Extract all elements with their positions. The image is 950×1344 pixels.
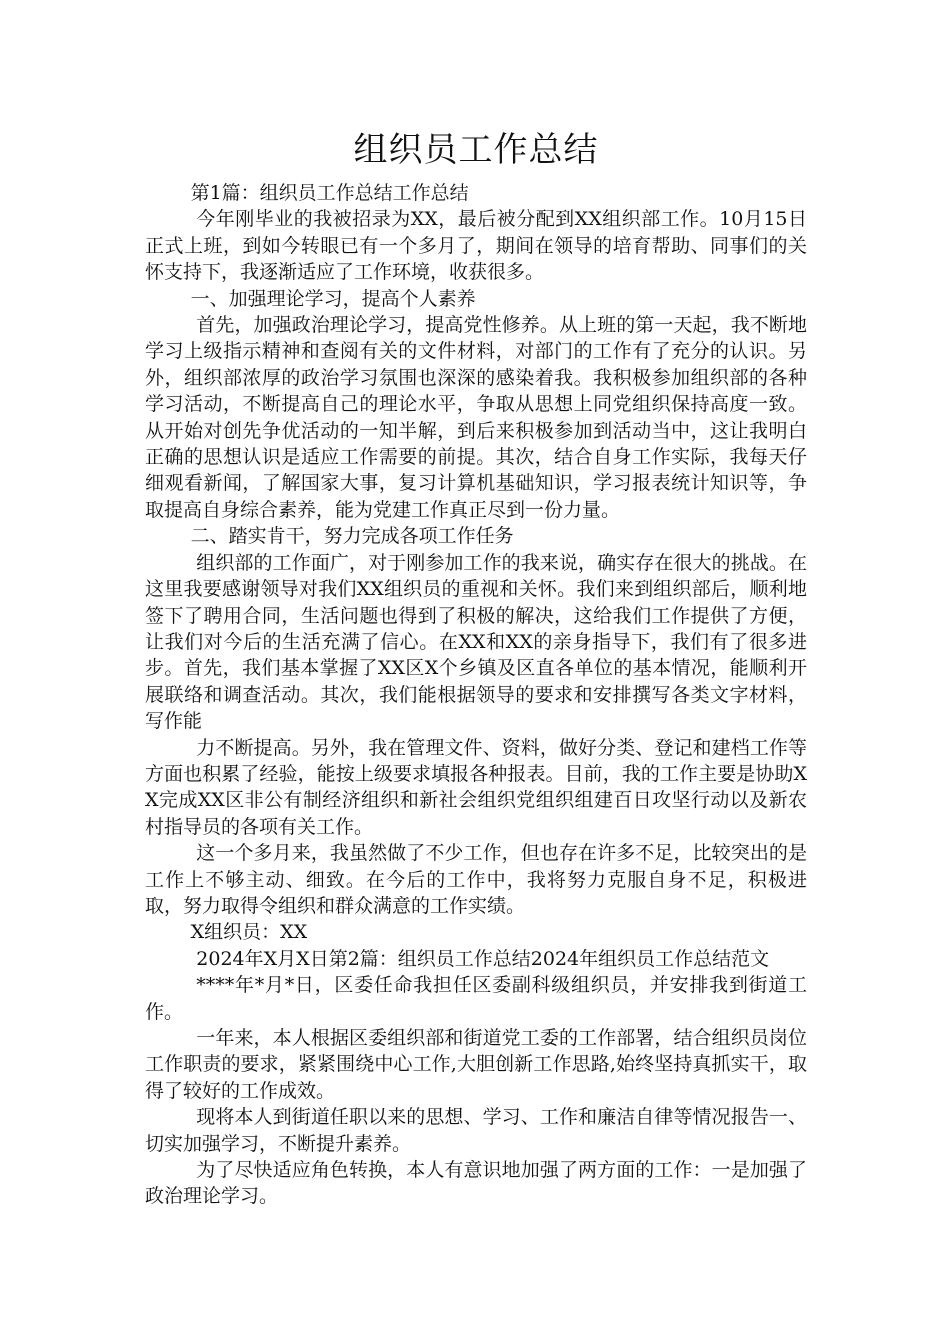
document-page [145,120,807,1210]
paragraph-appointment: ****年*月*日，区委任命我担任区委副科级组织员，并安排我到街道工作。 [145,974,807,1023]
paragraph-study: 首先，加强政治理论学习，提高党性修养。从上班的第一天起，我不断地学习上级指示精神和查阅有关的文件材料，对部门的工作有了充分的认识。另外，组织部浓厚的政治学习氛围也深深的感染着我。我积极参加组织部的各种学习活动，不断提高自己的理论水平，争取从思想上同党组织保持高度一致。从开始对创先争优活动的一知半解，到后来积极参加到活动当中，这让我明白正确的思想认识是适应工作需要的前提。其次，结合自身工作实际，我每天仔细观看新闻，了解国家大事，复习计算机基础知识，学习报表统计知识等，争取提高自身综合素养，能为党建工作真正尽到一份力量。 [145,314,807,521]
paragraph-shortcomings: 这一个多月来，我虽然做了不少工作，但也存在许多不足，比较突出的是工作上不够主动、细致。在今后的工作中，我将努力克服自身不足，积极进取，努力取得令组织和群众满意的工作实绩。 [145,842,807,917]
date-and-part-2-heading: 2024年X月X日第2篇：组织员工作总结2024年组织员工作总结范文 [196,947,770,970]
paragraph-year-summary: 一年来，本人根据区委组织部和街道党工委的工作部署，结合组织员岗位工作职责的要求，紧紧围绕中心工作,大胆创新工作思路,始终坚持真抓实干，取得了较好的工作成效。 [145,1027,807,1102]
signature-line: X组织员：XX [190,921,308,944]
section-heading-work: 二、踏实肯干，努力完成各项工作任务 [190,525,514,548]
paragraph-intro: 今年刚毕业的我被招录为XX，最后被分配到XX组织部工作。10月15日正式上班，到如今转眼已有一个多月了，期间在领导的培育帮助、同事们的关怀支持下，我逐渐适应了工作环境，收获很多。 [145,208,807,284]
paragraph-role-transition: 为了尽快适应角色转换，本人有意识地加强了两方面的工作：一是加强了政治理论学习。 [145,1159,807,1208]
section-heading-part-1: 第1篇：组织员工作总结工作总结 [190,182,469,204]
paragraph-work-continued: 力不断提高。另外，我在管理文件、资料，做好分类、登记和建档工作等方面也积累了经验，能按上级要求填报各种报表。目前，我的工作主要是协助XX完成XX区非公有制经济组织和新社会组织党组织组建百日攻坚行动以及新农村指导员的各项有关工作。 [145,736,807,838]
section-heading-study: 一、加强理论学习，提高个人素养 [190,287,476,310]
document-title: 组织员工作总结 [353,130,599,170]
paragraph-report-intro: 现将本人到街道任职以来的思想、学习、工作和廉洁自律等情况报告一、切实加强学习，不断提升素养。 [145,1106,807,1155]
paragraph-work: 组织部的工作面广，对于刚参加工作的我来说，确实存在很大的挑战。在这里我要感谢领导对我们XX组织员的重视和关怀。我们来到组织部后，顺利地签下了聘用合同，生活问题也得到了积极的解决，这给我们工作提供了方便，让我们对今后的生活充满了信心。在XX和XX的亲身指导下，我们有了很多进步。首先，我们基本掌握了XX区X个乡镇及区直各单位的基本情况，能顺利开展联络和调查活动。其次，我们能根据领导的要求和安排撰写各类文字材料，写作能 [145,551,807,733]
